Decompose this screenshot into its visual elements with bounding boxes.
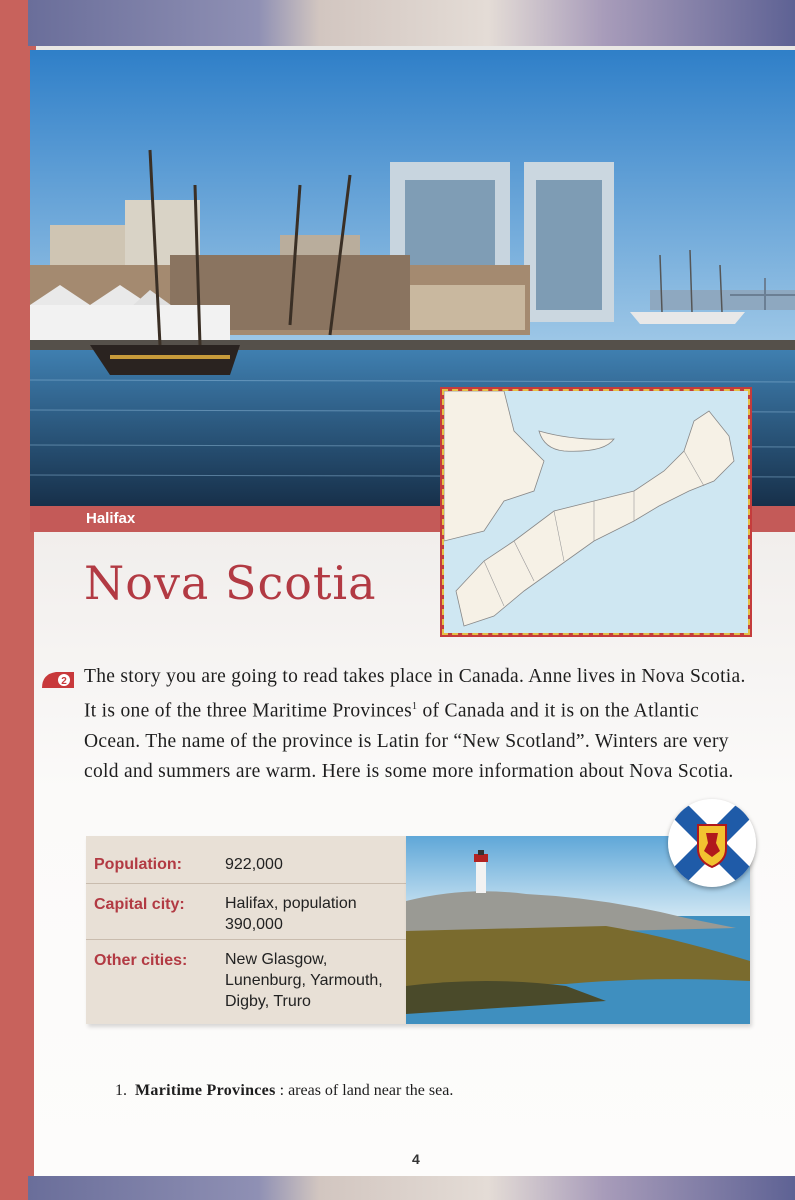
facts-table <box>86 836 406 1024</box>
facts-value: 922,000 <box>225 856 283 873</box>
nova-scotia-flag-icon <box>668 799 756 887</box>
footnote-term: Maritime Provinces <box>135 1082 276 1099</box>
intro-text-part2: of Canada and it is on the Atlantic Ocean. The name of the province is Latin for “New Scotland”. Winters are very cold and summers are warm. Here is some more information about Nova Scotia. <box>84 700 734 782</box>
audio-track-number: 2 <box>61 676 67 687</box>
facts-label: Population: <box>94 856 182 873</box>
photo-caption: Halifax <box>86 510 136 527</box>
top-decorative-band <box>28 0 795 46</box>
facts-value: Halifax, population 390,000 <box>225 895 357 933</box>
intro-text-part1: The story you are going to read takes place in Canada. Anne lives in Nova Scotia. It is one of the three Maritime Provinces <box>84 666 746 722</box>
footnote-number: 1. <box>115 1082 127 1099</box>
facts-value: New Glasgow, Lunenburg, Yarmouth, Digby, Truro <box>225 951 383 1010</box>
page-number: 4 <box>412 1151 420 1167</box>
bottom-decorative-band <box>28 1176 795 1200</box>
facts-label: Capital city: <box>94 896 185 913</box>
facts-row-capital <box>86 883 406 940</box>
facts-label: Other cities: <box>94 952 188 969</box>
nova-scotia-map <box>440 387 752 637</box>
audio-track-icon[interactable] <box>40 670 74 690</box>
page-title: Nova Scotia <box>84 556 377 610</box>
footnote-reference: 1 <box>412 701 418 712</box>
facts-row-other-cities <box>86 939 406 1024</box>
footnote <box>115 1082 453 1100</box>
intro-paragraph <box>84 662 754 787</box>
facts-row-population <box>86 836 406 884</box>
footnote-definition: : areas of land near the sea. <box>275 1082 454 1099</box>
